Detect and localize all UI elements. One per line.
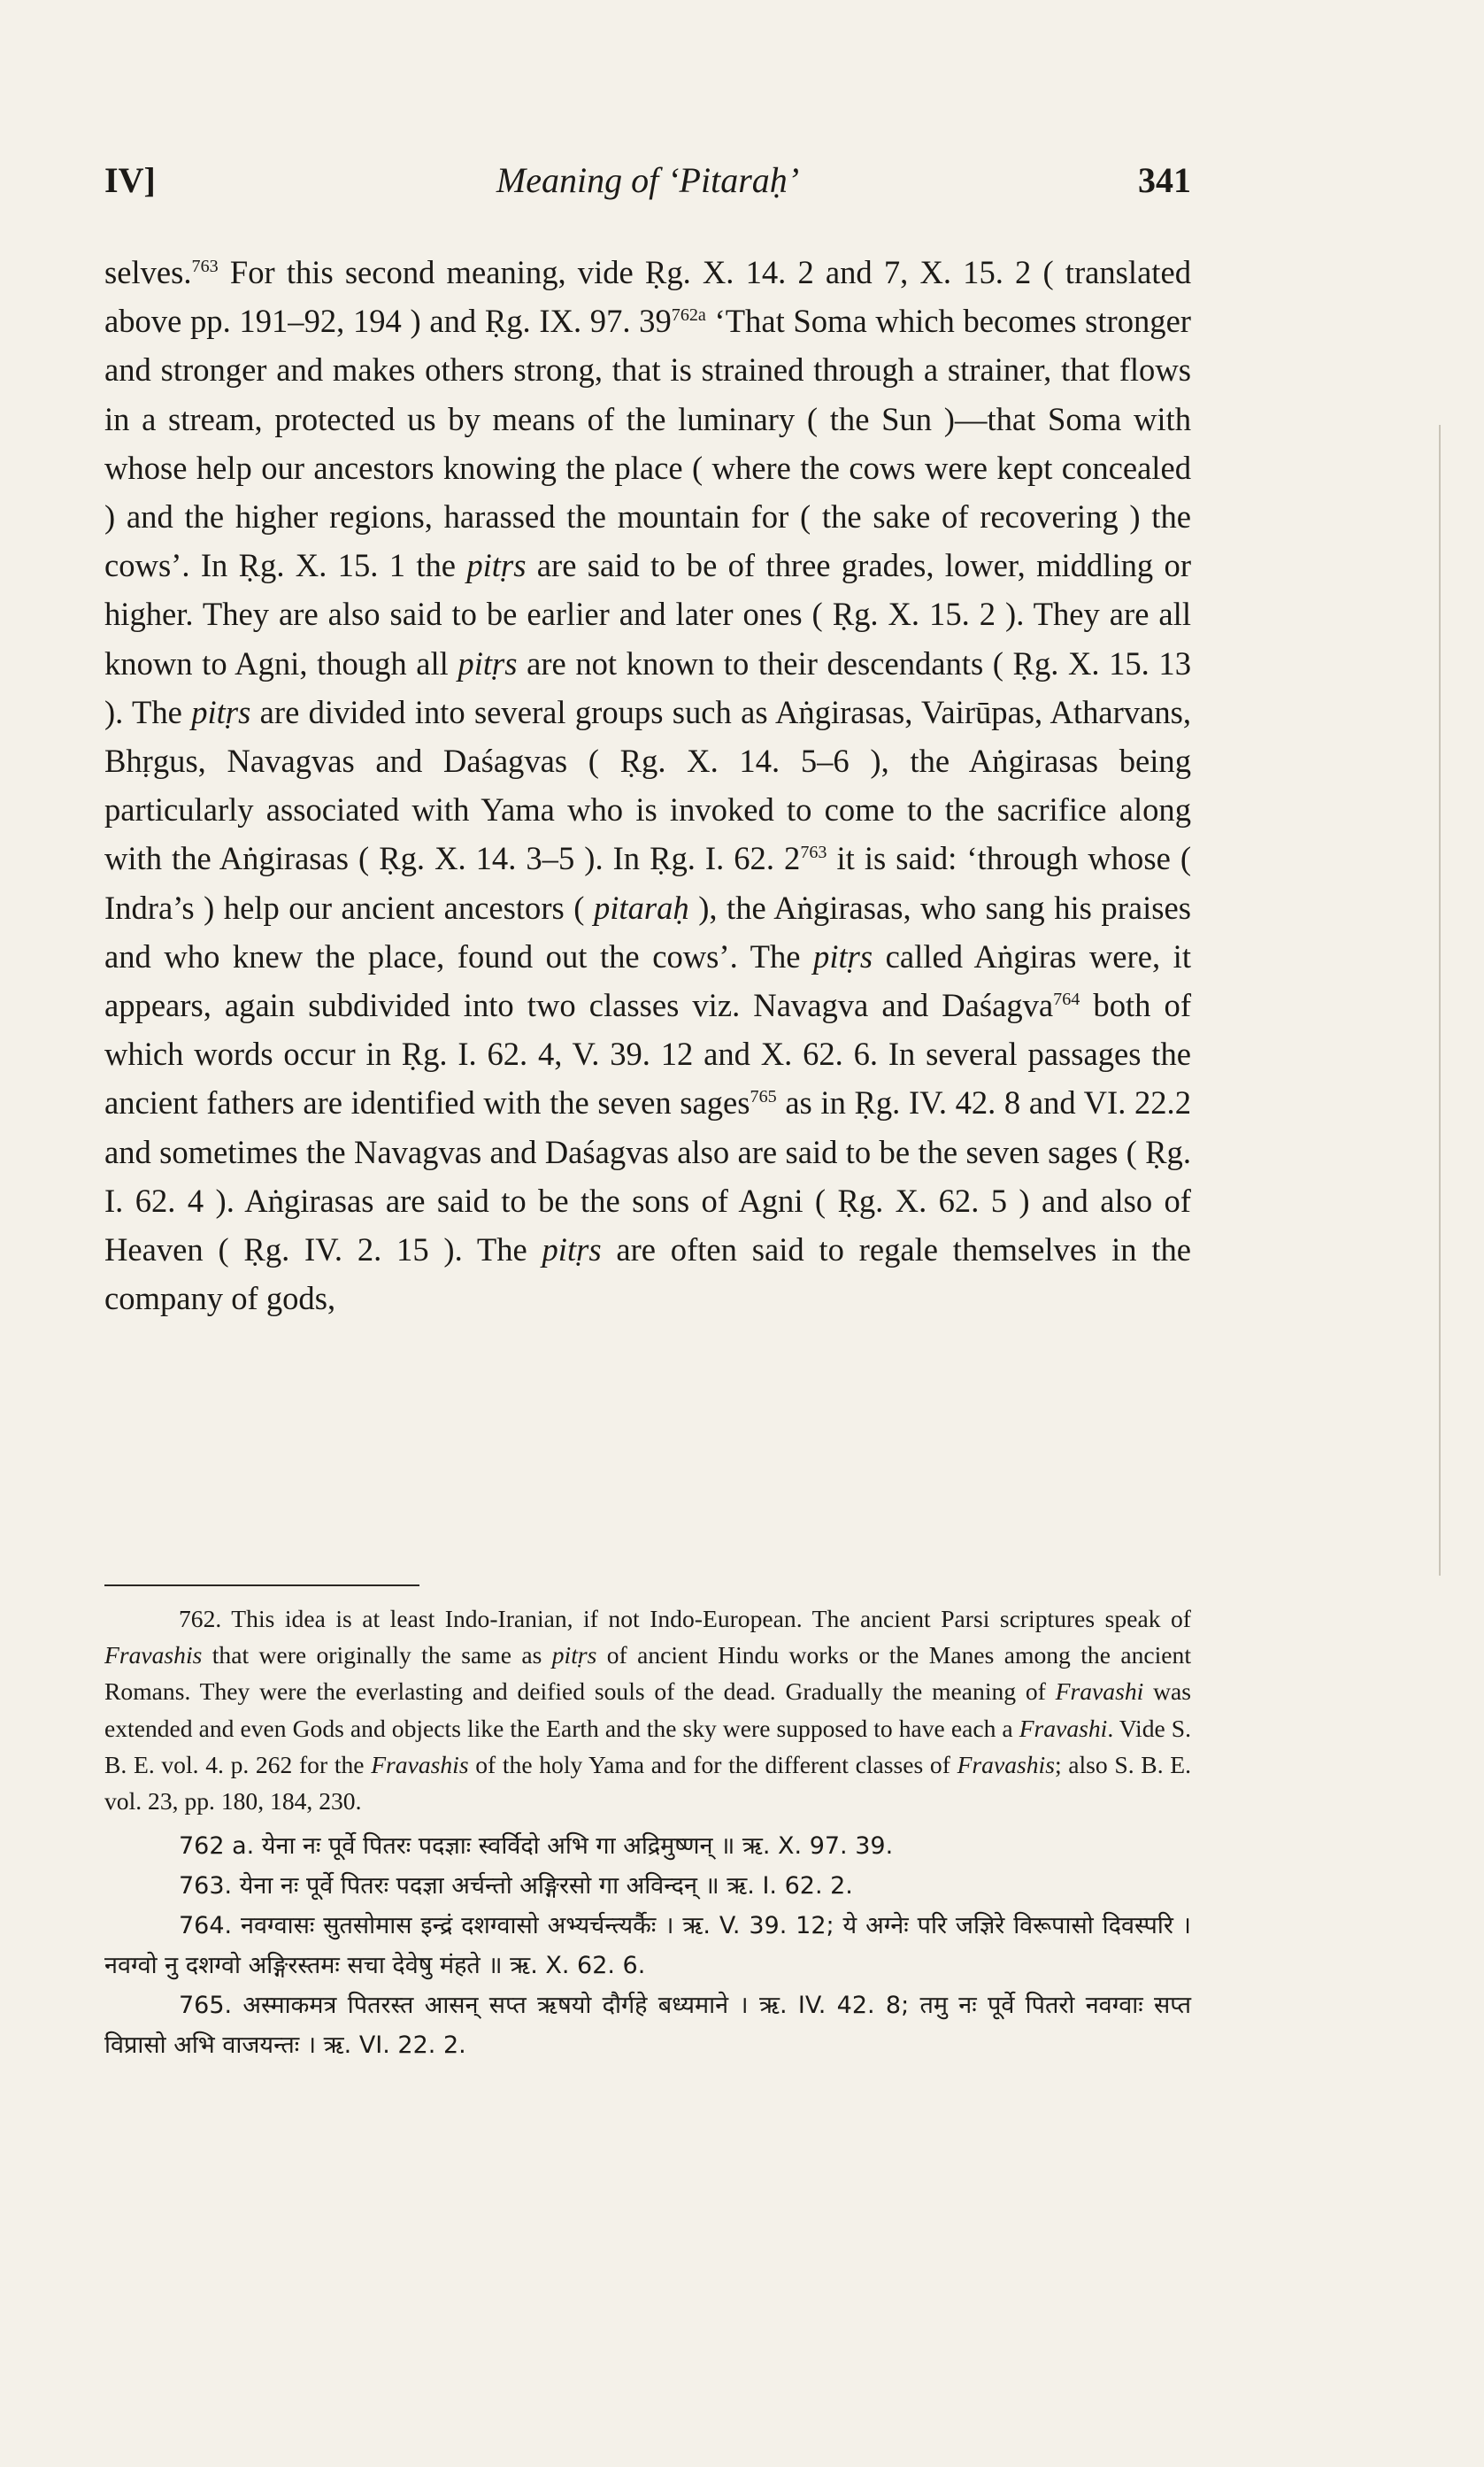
italic-term: Fravashi [1019, 1714, 1108, 1742]
italic-term: Fravashis [371, 1750, 469, 1778]
footnote-763: 763. येना नः पूर्वे पितरः पदज्ञा अर्चन्तो अङ्गिरसो गा अविन्दन् ॥ ऋ. I. 62. 2. [179, 1872, 853, 1900]
text-run: that were originally the same as [202, 1641, 552, 1669]
text-run: of the holy Yama and for the different classes of [468, 1750, 957, 1778]
text-run: . Vide S. B. E. vol. 4. p. 262 for the [104, 1714, 1192, 1778]
running-header [104, 156, 1191, 209]
text-run: of ancient Hindu works or the Manes among the ancient Romans. They were the everlasting and deified souls of the dead. Gradually the meaning of [104, 1641, 1191, 1706]
italic-term: pitṛs [191, 693, 251, 730]
text-run: are not known to their descendants ( Ṛg. X. 15. 13 ). The [104, 644, 1191, 730]
text-run: it is said: ‘through whose ( Indra’s ) help our ancient ancestors ( [104, 840, 1191, 926]
footnote-ref: 765 [750, 1087, 777, 1107]
text-run: ), the Aṅgirasas, who sang his praises and who knew the place, found out the cows’. The [104, 889, 1191, 975]
text-run: ‘That Soma which becomes stronger and stronger and makes others strong, that is strained through a strainer, that flows in a stream, protected us by means of the luminary ( the Sun )—that Soma with whose help our ancestors knowing the place ( where the cows were kept concealed ) and the higher regions, harassed the mountain for ( the sake of recovering ) the cows’. In Ṛg. X. 15. 1 the [104, 303, 1191, 584]
margin-line [1439, 425, 1441, 1576]
text-run: both of which words occur in Ṛg. I. 62. 4, V. 39. 12 and X. 62. 6. In several passages the ancient fathers are identified with the seven sages [104, 987, 1191, 1122]
footnote-ref: 763 [800, 843, 827, 863]
italic-term: pitaraḥ [593, 889, 689, 926]
page-title: Meaning of ‘Pitaraḥ’ [496, 160, 800, 200]
footnote-762 [104, 1600, 1191, 1819]
main-text [104, 248, 1191, 1322]
italic-term: pitṛs [542, 1231, 602, 1268]
text-run: as in Ṛg. IV. 42. 8 and VI. 22.2 and sometimes the Navagvas and Daśagvas also are said to be the seven sages ( Ṛg. I. 62. 4 ). Aṅgirasas are said to be the sons of Agni ( Ṛg. X. 62. 5 ) and also of Heaven ( Ṛg. IV. 2. 15 ). The [104, 1084, 1191, 1268]
italic-term: pitṛs [813, 937, 873, 975]
text-run: are often said to regale themselves in the company of gods, [104, 1231, 1191, 1317]
text-run: called Aṅgiras were, it appears, again subdivided into two classes viz. Navagva and Daśagva [104, 937, 1191, 1024]
text-run: are said to be of three grades, lower, middling or higher. They are also said to be earlier and later ones ( Ṛg. X. 15. 2 ). They are all known to Agni, though all [104, 547, 1191, 682]
footnote-ref: 763 [191, 256, 219, 276]
footnotes [104, 1600, 1191, 2065]
italic-term: Fravashis [104, 1641, 203, 1669]
chapter-marker: IV] [104, 160, 156, 200]
italic-term: pitṛs [458, 644, 518, 682]
footnote-ref: 764 [1053, 989, 1080, 1009]
italic-term: Fravashi [1055, 1677, 1144, 1706]
text-run: selves. [104, 254, 192, 290]
italic-term: Fravashis [957, 1750, 1055, 1778]
footnote-764: 764. नवग्वासः सुतसोमास इन्द्रं दशग्वासो अभ्यर्चन्त्यर्कैः । ऋ. V. 39. 12; ये अग्नेः परि जज्ञिरे विरूपासो दिवस्परि । नवग्वो नु दशग्वो अङ्गिरस्तमः सचा देवेषु मंहते ॥ ऋ. X. 62. 6. [104, 1912, 1191, 1980]
text-run: 762. This idea is at least Indo-Iranian, if not Indo-European. The ancient Parsi scriptures speak of [179, 1605, 1191, 1632]
italic-term: pitṛs [551, 1641, 597, 1669]
text-run: ; also S. B. E. vol. 23, pp. 180, 184, 230. [104, 1750, 1192, 1816]
footnote-765: 765. अस्माकमत्र पितरस्त आसन् सप्त ऋषयो दौर्गहे बध्यमाने । ऋ. IV. 42. 8; तमु नः पूर्वे पितरो नवग्वाः सप्त विप्रासो अभि वाजयन्तः । ऋ. VI. 22. 2. [104, 1992, 1191, 2060]
text-run: are divided into several groups such as Aṅgirasas, Vairūpas, Atharvans, Bhṛgus, Navagvas and Daśagvas ( Ṛg. X. 14. 5–6 ), the Aṅgirasas being particularly associated with Yama who is invoked to come to the sacrifice along with the Aṅgirasas ( Ṛg. X. 14. 3–5 ). In Ṛg. I. 62. 2 [104, 693, 1191, 877]
footnote-762a: 762 a. येना नः पूर्वे पितरः पदज्ञाः स्वर्विदो अभि गा अद्रिमुष्णन् ॥ ऋ. X. 97. 39. [179, 1832, 894, 1861]
page-number: 341 [1138, 160, 1191, 200]
footnote-divider [104, 1584, 419, 1586]
text-run: was extended and even Gods and objects like the Earth and the sky were supposed to have each a [104, 1677, 1191, 1742]
footnote-ref: 762a [671, 305, 706, 326]
italic-term: pitṛs [466, 547, 527, 584]
text-run: For this second meaning, vide Ṛg. X. 14. 2 and 7, X. 15. 2 ( translated above pp. 191–92, 194 ) and Ṛg. IX. 97. 39 [104, 254, 1191, 340]
